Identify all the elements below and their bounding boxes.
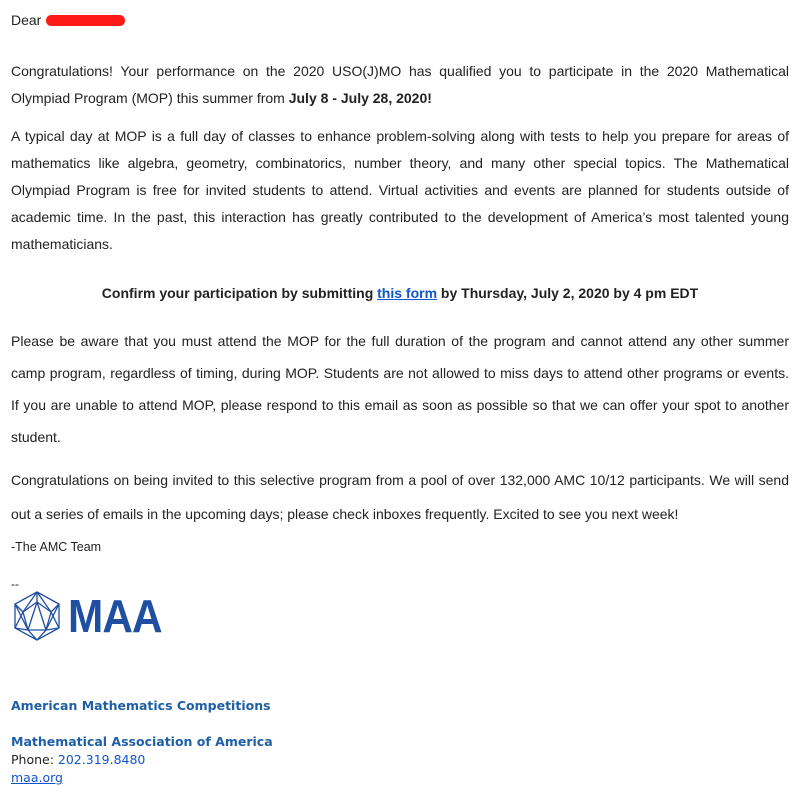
website-line bbox=[11, 769, 63, 787]
phone-label: Phone: bbox=[11, 752, 58, 767]
org-maa: Mathematical Association of America bbox=[11, 734, 273, 749]
paragraph-congratulations: Congratulations on being invited to this selective program from a pool of over 132,000 AMC 10/12 participants. We will send out a series of emails in the upcoming days; please check inboxes frequently. Excited to see you next week! bbox=[11, 472, 789, 522]
maa-website-link[interactable]: maa.org bbox=[11, 770, 63, 785]
maa-logo-text: MAA bbox=[68, 590, 162, 642]
paragraph-qualified bbox=[11, 58, 789, 112]
confirm-text-after: by Thursday, July 2, 2020 by 4 pm EDT bbox=[437, 285, 699, 301]
greeting: Dear bbox=[11, 12, 42, 28]
phone-number[interactable]: 202.319.8480 bbox=[57, 752, 146, 767]
paragraph-attendance: Please be aware that you must attend the MOP for the full duration of the program and cannot attend any other summer camp program, regardless of timing, during MOP. Students are not allowed to miss days to attend other programs or events. If you are unable to attend MOP, please respond to this email as soon as possible so that we can offer your spot to another student. bbox=[11, 333, 789, 445]
paragraph-qualified-text: Congratulations! Your performance on the 2020 USO(J)MO has qualified you to participate in the 2020 Mathematical Olympiad Program (MOP) this summer from bbox=[11, 63, 789, 106]
confirm-text-before: Confirm your participation by submitting bbox=[101, 285, 378, 301]
confirm-participation bbox=[11, 283, 789, 303]
phone-line bbox=[11, 751, 145, 769]
paragraph-typical-day: A typical day at MOP is a full day of classes to enhance problem-solving along with tests to help you prepare for areas of mathematics like algebra, geometry, combinatorics, number theory, and many other special topics. The Mathematical Olympiad Program is free for invited students to attend. Virtual activities and events are planned for students outside of academic time. In the past, this interaction has greatly contributed to the development of America’s most talented young mathematicians. bbox=[11, 128, 789, 252]
signature-separator: -- bbox=[11, 577, 19, 591]
maa-logo bbox=[11, 590, 162, 642]
program-dates: July 8 - July 28, 2020! bbox=[288, 90, 432, 106]
icosahedron-logo-icon bbox=[11, 590, 63, 642]
this-form-link[interactable]: this form bbox=[377, 285, 438, 301]
org-amc: American Mathematics Competitions bbox=[11, 698, 271, 713]
greeting-line bbox=[11, 11, 125, 29]
signoff: -The AMC Team bbox=[11, 540, 102, 554]
redacted-name bbox=[46, 15, 125, 26]
